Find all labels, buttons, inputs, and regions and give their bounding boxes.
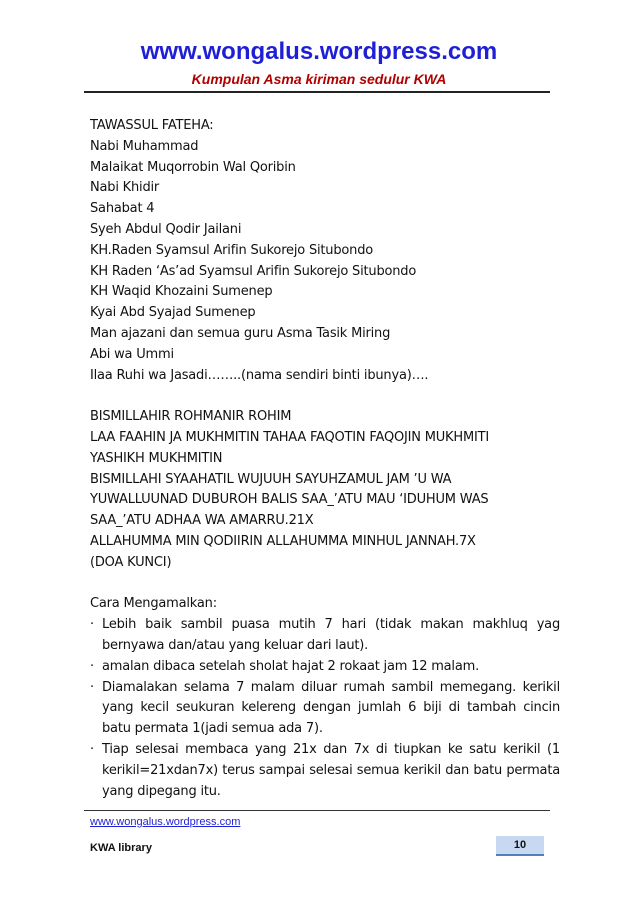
doa-line: BISMILLAHIR ROHMANIR ROHIM (90, 409, 292, 425)
tawassul-heading: TAWASSUL FATEHA: (90, 118, 214, 133)
bullet-icon: · (90, 679, 94, 695)
page-number-badge: 10 (496, 836, 544, 856)
cara-list-item (90, 678, 560, 740)
tawassul-line: Sahabat 4 (90, 201, 155, 217)
doa-line: YUWALLUUNAD DUBUROH BALIS SAA_’ATU MAU ‘IDUHUM WAS (90, 492, 489, 508)
footer-divider (84, 810, 550, 811)
paragraph-gap (90, 574, 560, 595)
footer-site-link[interactable]: www.wongalus.wordpress.com (90, 816, 241, 828)
doa-line: BISMILLAHI SYAAHATIL WUJUUH SAYUHZAMUL JAM ’U WA (90, 471, 452, 487)
bullet-icon: · (90, 617, 94, 633)
tawassul-line: Kyai Abd Syajad Sumenep (90, 305, 256, 321)
tawassul-line: Nabi Khidir (90, 180, 160, 196)
doa-line: YASHIKH MUKHMITIN (90, 450, 223, 466)
header-subtitle: Kumpulan Asma kiriman sedulur KWA (191, 71, 447, 87)
header-divider (84, 91, 550, 93)
cara-item-text: amalan dibaca setelah sholat hajat 2 rokaat jam 12 malam. (102, 658, 480, 674)
tawassul-line: KH.Raden Syamsul Arifin Sukorejo Situbondo (90, 242, 373, 258)
bullet-icon: · (90, 741, 94, 757)
footer-library-label: KWA library (90, 842, 152, 854)
header-site-title[interactable]: www.wongalus.wordpress.com (140, 38, 498, 65)
cara-list-item (90, 657, 560, 678)
cara-item-text: Diamalakan selama 7 malam diluar rumah sambil memegang. kerikil yang kecil seukuran kelereng dengan jumlah 6 biji di tambah cincin batu permata 1(jadi semua ada 7). (102, 679, 560, 737)
cara-item-text: Lebih baik sambil puasa mutih 7 hari (tidak makan makhluq yag bernyawa dan/atau yang keluar dari laut). (102, 617, 560, 653)
doa-line: LAA FAAHIN JA MUKHMITIN TAHAA FAQOTIN FAQOJIN MUKHMITI (90, 429, 489, 445)
cara-list-item (90, 740, 560, 802)
tawassul-line: Syeh Abdul Qodir Jailani (90, 221, 242, 237)
doa-line: ALLAHUMMA MIN QODIIRIN ALLAHUMMA MINHUL JANNAH.7X (90, 533, 476, 549)
doa-line: SAA_’ATU ADHAA WA AMARRU.21X (90, 513, 314, 529)
document-body (90, 116, 560, 802)
tawassul-line: Man ajazani dan semua guru Asma Tasik Miring (90, 325, 391, 341)
cara-list-item (90, 615, 560, 657)
tawassul-line: KH Raden ‘As’ad Syamsul Arifin Sukorejo Situbondo (90, 263, 417, 279)
cara-item-text: Tiap selesai membaca yang 21x dan 7x di tiupkan ke satu kerikil (1 kerikil=21xdan7x) terus sampai selesai semua kerikil dan batu permata yang dipegang itu. (102, 741, 560, 799)
bullet-icon: · (90, 658, 94, 674)
tawassul-line: Ilaa Ruhi wa Jasadi……..(nama sendiri binti ibunya)…. (90, 367, 429, 383)
doa-line: (DOA KUNCI) (90, 554, 172, 570)
paragraph-gap (90, 386, 560, 407)
tawassul-line: Malaikat Muqorrobin Wal Qoribin (90, 159, 296, 175)
cara-heading: Cara Mengamalkan: (90, 596, 217, 612)
tawassul-line: Abi wa Ummi (90, 346, 174, 362)
tawassul-line: Nabi Muhammad (90, 138, 199, 154)
tawassul-line: KH Waqid Khozaini Sumenep (90, 284, 273, 300)
